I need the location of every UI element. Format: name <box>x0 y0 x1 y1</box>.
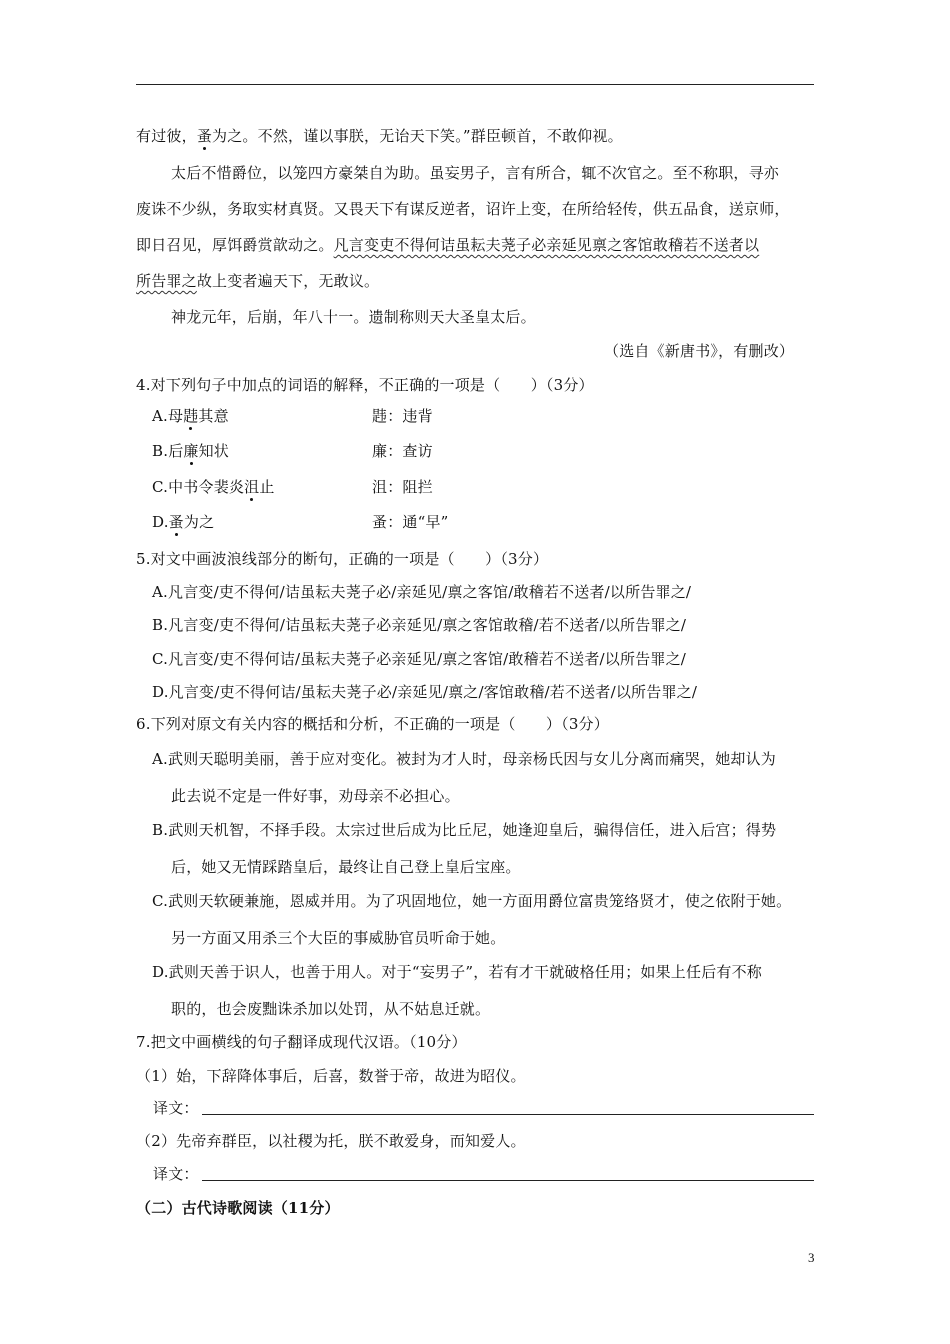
q7-sentence-2: （2）先帝弃群臣，以社稷为托，朕不敢爱身，而知爱人。 <box>136 1132 526 1150</box>
q6-option-a-line2: 此去说不定是一件好事，劝母亲不必担心。 <box>171 787 460 805</box>
q4-option-c-explanation: 沮：阻拦 <box>372 478 433 496</box>
passage-para2-line1: 太后不惜爵位，以笼四方豪桀自为助。虽妄男子，言有所合，辄不次官之。至不称职，寻亦 <box>171 164 780 182</box>
q7-sentence-1: （1）始，下辞降体事后，后喜，数誉于帝，故进为昭仪。 <box>136 1067 526 1085</box>
q6-option-d-line1: D.武则天善于识人，也善于用人。对于“妄男子”，若有才干就破格任用；如果上任后有不称 <box>152 963 763 981</box>
passage-para2-line4: 所告罪之故上变者遍天下，无敢议。 <box>136 272 380 290</box>
q6-option-c-line1: C.武则天软硬兼施，恩威并用。为了巩固地位，她一方面用爵位富贵笼络贤才，使之依附于她。 <box>152 892 792 910</box>
q5-option-a: A.凡言变/吏不得何/诘虽耘夫荛子必/亲延见/禀之客馆/敢稽若不送者/以所告罪之/ <box>152 583 692 601</box>
q5-option-b: B.凡言变/吏不得何/诘虽耘夫荛子必亲延见/禀之客馆敢稽/若不送者/以所告罪之/ <box>152 616 687 634</box>
passage-source: （选自《新唐书》，有删改） <box>604 342 795 360</box>
q4-option-b-explanation: 廉：查访 <box>372 442 433 460</box>
q4-option-a: A.母韪其意 <box>152 407 229 425</box>
q5-option-c: C.凡言变/吏不得何诘/虽耘夫荛子必亲延见/禀之客馆/敢稽若不送者/以所告罪之/ <box>152 650 687 668</box>
passage-para2-line2: 废诛不少纵，务取实材真贤。又畏天下有谋反逆者，诏许上变，在所给轻传，供五品食，送京师， <box>136 200 790 218</box>
q6-stem: 6.下列对原文有关内容的概括和分析，不正确的一项是（ ）（3分） <box>136 715 609 733</box>
q6-option-a-line1: A.武则天聪明美丽，善于应对变化。被封为才人时，母亲杨氏因与女儿分离而痛哭，她却认为 <box>152 750 777 768</box>
q7-answer-2-label: 译文： <box>153 1165 199 1183</box>
q4-option-c: C.中书令裴炎沮止 <box>152 478 275 496</box>
passage-para2-line3: 即日召见，厚饵爵赏歆动之。凡言变吏不得何诘虽耘夫荛子必亲延见禀之客馆敢稽若不送者以 <box>136 236 760 254</box>
q4-option-d-explanation: 蚤：通“早” <box>372 513 449 531</box>
header-rule <box>136 84 814 85</box>
q6-option-d-line2: 职的，也会废黜诛杀加以处罚，从不姑息迁就。 <box>171 1000 491 1018</box>
page-number: 3 <box>808 1250 815 1265</box>
q6-option-c-line2: 另一方面又用杀三个大臣的事威胁官员听命于她。 <box>171 929 506 947</box>
passage-line-1: 有过彼，蚤为之。不然，谨以事朕，无诒天下笑。”群臣顿首，不敢仰视。 <box>136 127 623 145</box>
q5-option-d: D.凡言变/吏不得何诘/虽耘夫荛子必/亲延见/禀之/客馆敢稽/若不送者/以所告罪之/ <box>152 683 698 701</box>
q4-option-a-explanation: 韪：违背 <box>372 407 433 425</box>
q5-stem: 5.对文中画波浪线部分的断句，正确的一项是（ ）（3分） <box>136 550 549 568</box>
q6-option-b-line1: B.武则天机智，不择手段。太宗过世后成为比丘尼，她逢迎皇后，骗得信任，进入后宫；得势 <box>152 821 777 839</box>
q4-stem: 4.对下列句子中加点的词语的解释，不正确的一项是（ ）（3分） <box>136 376 594 394</box>
q7-answer-1-line[interactable] <box>202 1114 814 1115</box>
q6-option-b-line2: 后，她又无情踩踏皇后，最终让自己登上皇后宝座。 <box>171 858 521 876</box>
q4-option-d: D.蚤为之 <box>152 513 215 531</box>
q7-answer-2-line[interactable] <box>202 1180 814 1181</box>
q7-answer-1-label: 译文： <box>153 1099 199 1117</box>
wavy-underlined-text: 所告罪之 <box>136 272 197 290</box>
passage-para3: 神龙元年，后崩，年八十一。遗制称则天大圣皇太后。 <box>171 308 536 326</box>
q7-stem: 7.把文中画横线的句子翻译成现代汉语。（10分） <box>136 1033 467 1051</box>
wavy-underlined-text: 凡言变吏不得何诘虽耘夫荛子必亲延见禀之客馆敢稽若不送者以 <box>333 236 760 254</box>
q4-option-b: B.后廉知状 <box>152 442 230 460</box>
dotted-char: 蚤 <box>196 127 213 145</box>
section-heading: （二）古代诗歌阅读（11分） <box>136 1199 340 1217</box>
